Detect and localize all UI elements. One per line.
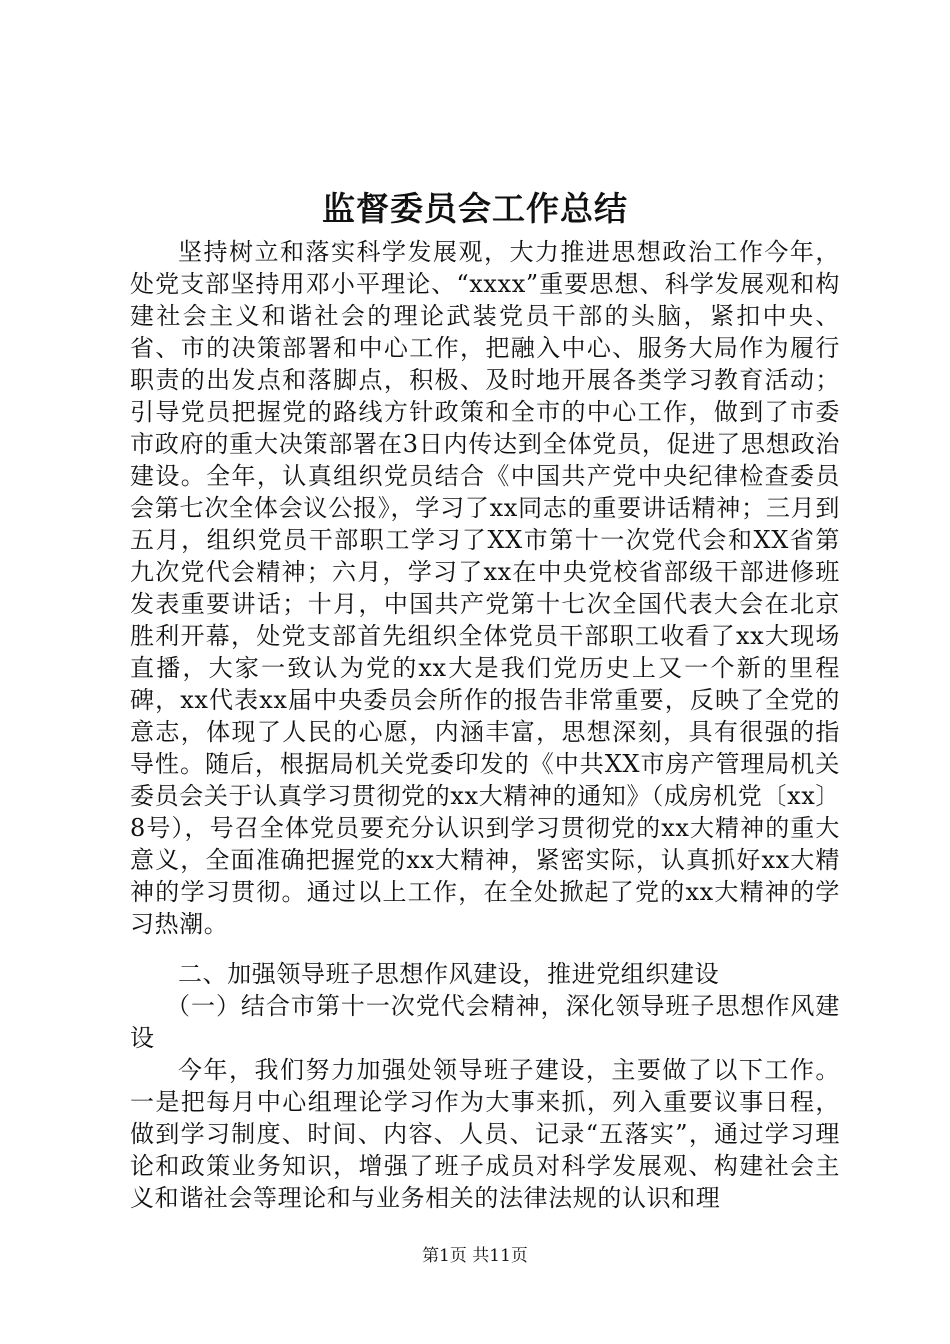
body-paragraph-2: 今年，我们努力加强处领导班子建设，主要做了以下工作。一是把每月中心组理论学习作为大事来抓，列入重要议事日程，做到学习制度、时间、内容、人员、记录“五落实”，通过学习理论和政策业务知识，增强了班子成员对科学发展观、构建社会主义和谐社会等理论和与业务相关的法律法规的认识和理	[130, 1056, 840, 1212]
subsection-heading-2-1: （一）结合市第十一次党代会精神，深化领导班子思想作风建设	[130, 992, 840, 1052]
section-heading-2: 二、加强领导班子思想作风建设，推进党组织建设	[178, 960, 720, 988]
document-title: 监督委员会工作总结	[322, 189, 628, 228]
page-footer: 第1页 共11页	[422, 1246, 528, 1266]
body-paragraph-1: 坚持树立和落实科学发展观，大力推进思想政治工作今年，处党支部坚持用邓小平理论、“xxxx”重要思想、科学发展观和构建社会主义和谐社会的理论武装党员干部的头脑，紧扣中央、省、市的决策部署和中心工作，把融入中心、服务大局作为履行职责的出发点和落脚点，积极、及时地开展各类学习教育活动；引导党员把握党的路线方针政策和全市的中心工作，做到了市委市政府的重大决策部署在3日内传达到全体党员，促进了思想政治建设。全年，认真组织党员结合《中国共产党中央纪律检查委员会第七次全体会议公报》，学习了xx同志的重要讲话精神；三月到五月，组织党员干部职工学习了XX市第十一次党代会和XX省第九次党代会精神；六月，学习了xx在中央党校省部级干部进修班发表重要讲话；十月，中国共产党第十七次全国代表大会在北京胜利开幕，处党支部首先组织全体党员干部职工收看了xx大现场直播，大家一致认为党的xx大是我们党历史上又一个新的里程碑，xx代表xx届中央委员会所作的报告非常重要，反映了全党的意志，体现了人民的心愿，内涵丰富，思想深刻，具有很强的指导性。随后，根据局机关党委印发的《中共XX市房产管理局机关委员会关于认真学习贯彻党的xx大精神的通知》（成房机党〔xx〕8号），号召全体党员要充分认识到学习贯彻党的xx大精神的重大意义，全面准确把握党的xx大精神，紧密实际，认真抓好xx大精神的学习贯彻。通过以上工作，在全处掀起了党的xx大精神的学习热潮。	[130, 238, 840, 938]
